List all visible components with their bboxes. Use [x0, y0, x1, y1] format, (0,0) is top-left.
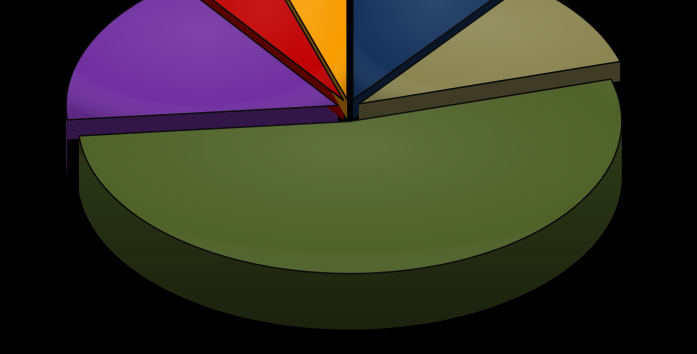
- pie-slices: [66, 0, 622, 330]
